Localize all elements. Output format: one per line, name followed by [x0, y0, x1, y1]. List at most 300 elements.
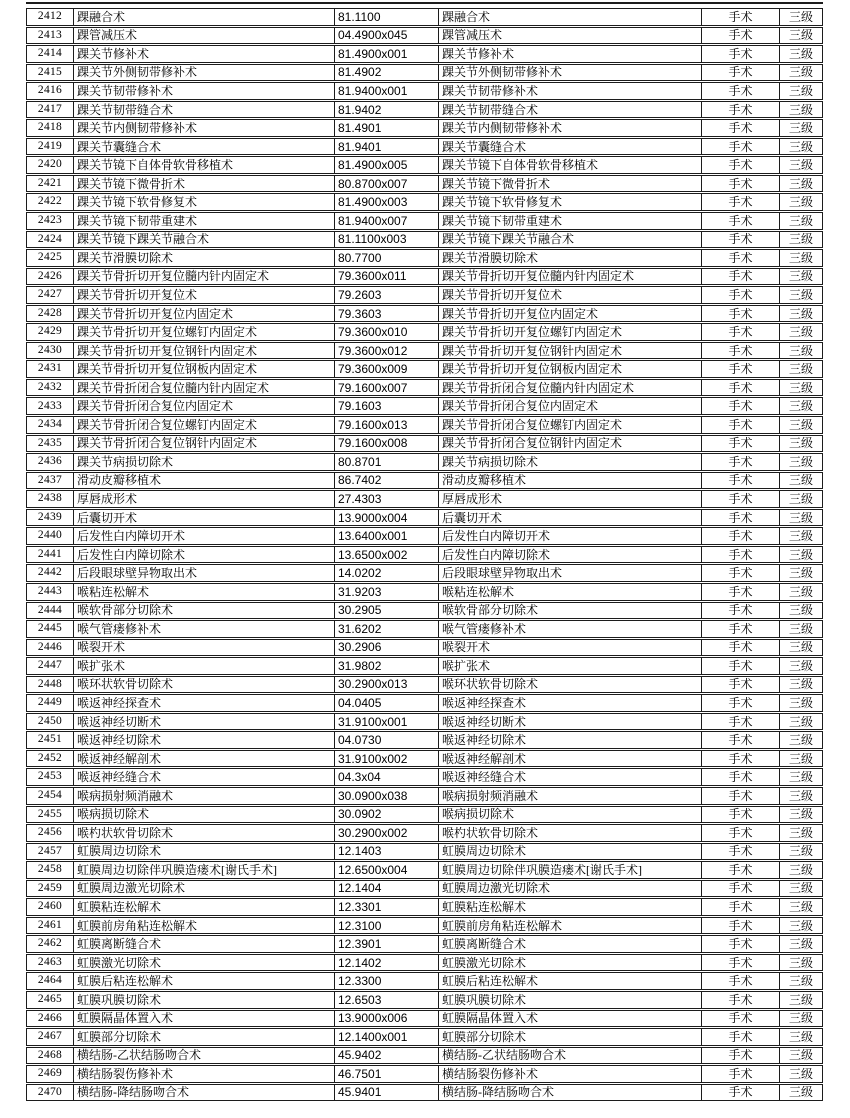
procedure-code-cell: 04.0730 — [334, 732, 438, 748]
row-number-cell: 2422 — [37, 195, 63, 208]
level-cell: 三级 — [779, 491, 822, 507]
procedure-name-repeat-cell: 踝关节镜下韧带重建术 — [438, 213, 701, 229]
row-number-cell: 2443 — [37, 584, 63, 597]
procedure-code-cell: 30.2900x002 — [334, 825, 438, 841]
table-row — [26, 231, 823, 249]
level-cell: 三级 — [779, 677, 822, 693]
procedure-code-cell: 81.1100 — [334, 9, 438, 25]
procedure-name-repeat-cell: 喉气管瘘修补术 — [438, 621, 701, 637]
procedure-name-repeat-cell: 喉返神经切除术 — [438, 732, 701, 748]
procedure-name-cell: 后囊切开术 — [73, 510, 334, 526]
procedure-name-cell: 踝关节骨折闭合复位钢针内固定术 — [73, 436, 334, 452]
table-row — [26, 880, 823, 898]
procedure-code-cell: 79.1600x013 — [334, 417, 438, 433]
category-cell: 手术 — [701, 436, 779, 452]
procedure-code-cell: 04.3x04 — [334, 769, 438, 785]
procedure-name-repeat-cell: 横结肠-降结肠吻合术 — [438, 1085, 701, 1101]
row-number-cell: 2436 — [37, 455, 63, 468]
procedure-name-repeat-cell: 后囊切开术 — [438, 510, 701, 526]
procedure-table — [26, 8, 823, 1102]
category-cell: 手术 — [701, 973, 779, 989]
procedure-name-cell: 踝关节骨折闭合复位髓内针内固定术 — [73, 380, 334, 396]
row-number-cell: 2445 — [37, 622, 63, 635]
procedure-code-cell: 12.6503 — [334, 992, 438, 1008]
row-number-cell: 2415 — [37, 65, 63, 78]
table-row — [26, 1065, 823, 1083]
procedure-name-repeat-cell: 踝关节镜下微骨折术 — [438, 176, 701, 192]
category-cell: 手术 — [701, 250, 779, 266]
row-number-cell: 2419 — [37, 139, 63, 152]
procedure-code-cell: 79.1600x008 — [334, 436, 438, 452]
procedure-name-cell: 喉粘连松解术 — [73, 584, 334, 600]
procedure-name-cell: 虹膜隔晶体置入术 — [73, 1011, 334, 1027]
table-row — [26, 1010, 823, 1028]
table-row — [26, 8, 823, 26]
procedure-code-cell: 79.3600x011 — [334, 269, 438, 285]
level-cell: 三级 — [779, 769, 822, 785]
procedure-name-repeat-cell: 虹膜前房角粘连松解术 — [438, 918, 701, 934]
level-cell: 三级 — [779, 844, 822, 860]
level-cell: 三级 — [779, 417, 822, 433]
procedure-code-cell: 79.1600x007 — [334, 380, 438, 396]
row-number-cell: 2453 — [37, 770, 63, 783]
category-cell: 手术 — [701, 640, 779, 656]
category-cell: 手术 — [701, 695, 779, 711]
procedure-name-cell: 虹膜后粘连松解术 — [73, 973, 334, 989]
category-cell: 手术 — [701, 677, 779, 693]
category-cell: 手术 — [701, 491, 779, 507]
procedure-name-repeat-cell: 喉粘连松解术 — [438, 584, 701, 600]
table-row — [26, 694, 823, 712]
previous-row-bottom-border — [26, 2, 823, 4]
procedure-name-repeat-cell: 踝关节内侧韧带修补术 — [438, 120, 701, 136]
row-number-cell: 2421 — [37, 176, 63, 189]
procedure-code-cell: 81.4901 — [334, 120, 438, 136]
category-cell: 手术 — [701, 565, 779, 581]
procedure-code-cell: 80.8701 — [334, 454, 438, 470]
row-number-cell: 2416 — [37, 84, 63, 97]
procedure-name-cell: 虹膜巩膜切除术 — [73, 992, 334, 1008]
procedure-name-repeat-cell: 踝关节骨折切开复位钢板内固定术 — [438, 361, 701, 377]
level-cell: 三级 — [779, 714, 822, 730]
row-number-cell: 2417 — [37, 102, 63, 115]
row-number-cell: 2458 — [37, 863, 63, 876]
table-row — [26, 527, 823, 545]
level-cell: 三级 — [779, 603, 822, 619]
row-number-cell: 2433 — [37, 399, 63, 412]
row-number-cell: 2461 — [37, 918, 63, 931]
procedure-code-cell: 79.3603 — [334, 306, 438, 322]
procedure-name-cell: 喉病损射频消融术 — [73, 788, 334, 804]
table-row — [26, 657, 823, 675]
category-cell: 手术 — [701, 1011, 779, 1027]
procedure-name-cell: 踝关节镜下微骨折术 — [73, 176, 334, 192]
category-cell: 手术 — [701, 232, 779, 248]
procedure-code-cell: 31.9802 — [334, 658, 438, 674]
procedure-name-repeat-cell: 踝关节骨折切开复位髓内针内固定术 — [438, 269, 701, 285]
table-row — [26, 453, 823, 471]
procedure-name-cell: 踝关节囊缝合术 — [73, 139, 334, 155]
procedure-code-cell: 30.2900x013 — [334, 677, 438, 693]
level-cell: 三级 — [779, 398, 822, 414]
level-cell: 三级 — [779, 918, 822, 934]
procedure-code-cell: 81.1100x003 — [334, 232, 438, 248]
level-cell: 三级 — [779, 213, 822, 229]
procedure-name-repeat-cell: 虹膜粘连松解术 — [438, 899, 701, 915]
row-number-cell: 2439 — [37, 510, 63, 523]
level-cell: 三级 — [779, 751, 822, 767]
procedure-name-cell: 后发性白内障切开术 — [73, 528, 334, 544]
procedure-name-repeat-cell: 踝关节韧带缝合术 — [438, 102, 701, 118]
table-row — [26, 972, 823, 990]
procedure-name-repeat-cell: 喉病损切除术 — [438, 807, 701, 823]
procedure-name-repeat-cell: 虹膜后粘连松解术 — [438, 973, 701, 989]
procedure-code-cell: 81.9400x007 — [334, 213, 438, 229]
row-number-cell: 2430 — [37, 343, 63, 356]
level-cell: 三级 — [779, 621, 822, 637]
category-cell: 手术 — [701, 176, 779, 192]
level-cell: 三级 — [779, 46, 822, 62]
row-number-cell: 2455 — [37, 807, 63, 820]
procedure-code-cell: 12.3100 — [334, 918, 438, 934]
procedure-code-cell: 79.3600x010 — [334, 324, 438, 340]
category-cell: 手术 — [701, 510, 779, 526]
category-cell: 手术 — [701, 380, 779, 396]
row-number-cell: 2438 — [37, 492, 63, 505]
table-row — [26, 342, 823, 360]
procedure-name-cell: 虹膜激光切除术 — [73, 955, 334, 971]
procedure-name-repeat-cell: 踝关节滑膜切除术 — [438, 250, 701, 266]
category-cell: 手术 — [701, 1048, 779, 1064]
category-cell: 手术 — [701, 955, 779, 971]
category-cell: 手术 — [701, 732, 779, 748]
category-cell: 手术 — [701, 1066, 779, 1082]
procedure-code-cell: 81.4900x003 — [334, 194, 438, 210]
level-cell: 三级 — [779, 436, 822, 452]
procedure-name-repeat-cell: 踝关节病损切除术 — [438, 454, 701, 470]
category-cell: 手术 — [701, 361, 779, 377]
level-cell: 三级 — [779, 102, 822, 118]
table-row — [26, 509, 823, 527]
level-cell: 三级 — [779, 788, 822, 804]
category-cell: 手术 — [701, 306, 779, 322]
procedure-name-cell: 踝关节外侧韧带修补术 — [73, 65, 334, 81]
level-cell: 三级 — [779, 380, 822, 396]
table-row — [26, 1028, 823, 1046]
table-row — [26, 397, 823, 415]
table-row — [26, 768, 823, 786]
table-row — [26, 268, 823, 286]
level-cell: 三级 — [779, 120, 822, 136]
procedure-code-cell: 31.9100x002 — [334, 751, 438, 767]
procedure-name-repeat-cell: 踝管减压术 — [438, 28, 701, 44]
procedure-code-cell: 12.3300 — [334, 973, 438, 989]
row-number-cell: 2420 — [37, 158, 63, 171]
category-cell: 手术 — [701, 287, 779, 303]
table-row — [26, 193, 823, 211]
procedure-name-cell: 踝关节骨折切开复位钢板内固定术 — [73, 361, 334, 377]
level-cell: 三级 — [779, 640, 822, 656]
category-cell: 手术 — [701, 584, 779, 600]
row-number-cell: 2413 — [37, 28, 63, 41]
table-row — [26, 286, 823, 304]
row-number-cell: 2427 — [37, 288, 63, 301]
level-cell: 三级 — [779, 194, 822, 210]
procedure-name-cell: 踝关节韧带缝合术 — [73, 102, 334, 118]
row-number-cell: 2457 — [37, 844, 63, 857]
procedure-name-cell: 踝关节骨折切开复位髓内针内固定术 — [73, 269, 334, 285]
procedure-name-cell: 踝关节滑膜切除术 — [73, 250, 334, 266]
table-row — [26, 861, 823, 879]
procedure-name-cell: 踝关节骨折切开复位螺钉内固定术 — [73, 324, 334, 340]
procedure-name-cell: 踝融合术 — [73, 9, 334, 25]
row-number-cell: 2448 — [37, 677, 63, 690]
category-cell: 手术 — [701, 769, 779, 785]
level-cell: 三级 — [779, 658, 822, 674]
table-row — [26, 991, 823, 1009]
procedure-name-cell: 踝关节骨折闭合复位内固定术 — [73, 398, 334, 414]
procedure-code-cell: 45.9402 — [334, 1048, 438, 1064]
level-cell: 三级 — [779, 992, 822, 1008]
level-cell: 三级 — [779, 343, 822, 359]
category-cell: 手术 — [701, 621, 779, 637]
table-row — [26, 806, 823, 824]
procedure-name-repeat-cell: 喉返神经探查术 — [438, 695, 701, 711]
table-row — [26, 602, 823, 620]
procedure-code-cell: 13.9000x004 — [334, 510, 438, 526]
procedure-name-cell: 喉返神经切断术 — [73, 714, 334, 730]
procedure-name-repeat-cell: 踝关节骨折切开复位术 — [438, 287, 701, 303]
table-row — [26, 1047, 823, 1065]
category-cell: 手术 — [701, 83, 779, 99]
row-number-cell: 2456 — [37, 826, 63, 839]
row-number-cell: 2412 — [37, 10, 63, 23]
procedure-name-repeat-cell: 后发性白内障切除术 — [438, 547, 701, 563]
procedure-name-repeat-cell: 虹膜部分切除术 — [438, 1029, 701, 1045]
level-cell: 三级 — [779, 454, 822, 470]
row-number-cell: 2432 — [37, 380, 63, 393]
procedure-name-cell: 喉返神经切除术 — [73, 732, 334, 748]
procedure-code-cell: 80.8700x007 — [334, 176, 438, 192]
level-cell: 三级 — [779, 250, 822, 266]
level-cell: 三级 — [779, 269, 822, 285]
row-number-cell: 2428 — [37, 306, 63, 319]
category-cell: 手术 — [701, 139, 779, 155]
level-cell: 三级 — [779, 1029, 822, 1045]
table-row — [26, 175, 823, 193]
procedure-code-cell: 31.9100x001 — [334, 714, 438, 730]
procedure-name-cell: 踝关节修补术 — [73, 46, 334, 62]
category-cell: 手术 — [701, 918, 779, 934]
table-row — [26, 935, 823, 953]
procedure-code-cell: 04.0405 — [334, 695, 438, 711]
category-cell: 手术 — [701, 1029, 779, 1045]
procedure-name-repeat-cell: 横结肠裂伤修补术 — [438, 1066, 701, 1082]
level-cell: 三级 — [779, 1085, 822, 1101]
procedure-name-repeat-cell: 踝关节骨折闭合复位钢针内固定术 — [438, 436, 701, 452]
category-cell: 手术 — [701, 807, 779, 823]
procedure-code-cell: 04.4900x045 — [334, 28, 438, 44]
category-cell: 手术 — [701, 603, 779, 619]
category-cell: 手术 — [701, 343, 779, 359]
table-row — [26, 843, 823, 861]
procedure-code-cell: 12.1402 — [334, 955, 438, 971]
row-number-cell: 2431 — [37, 362, 63, 375]
category-cell: 手术 — [701, 658, 779, 674]
row-number-cell: 2469 — [37, 1067, 63, 1080]
category-cell: 手术 — [701, 213, 779, 229]
table-row — [26, 731, 823, 749]
level-cell: 三级 — [779, 306, 822, 322]
procedure-name-repeat-cell: 踝关节韧带修补术 — [438, 83, 701, 99]
level-cell: 三级 — [779, 232, 822, 248]
table-row — [26, 119, 823, 137]
table-row — [26, 546, 823, 564]
category-cell: 手术 — [701, 269, 779, 285]
category-cell: 手术 — [701, 899, 779, 915]
procedure-name-repeat-cell: 踝关节修补术 — [438, 46, 701, 62]
procedure-name-repeat-cell: 喉返神经缝合术 — [438, 769, 701, 785]
procedure-name-cell: 虹膜周边切除术 — [73, 844, 334, 860]
table-row — [26, 379, 823, 397]
procedure-code-cell: 79.2603 — [334, 287, 438, 303]
procedure-name-repeat-cell: 喉返神经解剖术 — [438, 751, 701, 767]
procedure-name-cell: 虹膜粘连松解术 — [73, 899, 334, 915]
table-row — [26, 620, 823, 638]
procedure-code-cell: 27.4303 — [334, 491, 438, 507]
procedure-name-cell: 喉返神经探查术 — [73, 695, 334, 711]
procedure-name-cell: 踝关节韧带修补术 — [73, 83, 334, 99]
level-cell: 三级 — [779, 881, 822, 897]
procedure-name-repeat-cell: 虹膜隔晶体置入术 — [438, 1011, 701, 1027]
level-cell: 三级 — [779, 732, 822, 748]
table-row — [26, 583, 823, 601]
procedure-name-cell: 踝关节内侧韧带修补术 — [73, 120, 334, 136]
procedure-name-repeat-cell: 踝关节镜下软骨修复术 — [438, 194, 701, 210]
table-row — [26, 713, 823, 731]
procedure-code-cell: 81.4902 — [334, 65, 438, 81]
table-row — [26, 249, 823, 267]
procedure-code-cell: 30.2905 — [334, 603, 438, 619]
level-cell: 三级 — [779, 862, 822, 878]
row-number-cell: 2464 — [37, 974, 63, 987]
table-row — [26, 435, 823, 453]
procedure-name-cell: 踝关节镜下自体骨软骨移植术 — [73, 157, 334, 173]
procedure-name-repeat-cell: 虹膜巩膜切除术 — [438, 992, 701, 1008]
procedure-code-cell: 81.9400x001 — [334, 83, 438, 99]
row-number-cell: 2423 — [37, 214, 63, 227]
procedure-code-cell: 12.1403 — [334, 844, 438, 860]
category-cell: 手术 — [701, 547, 779, 563]
category-cell: 手术 — [701, 65, 779, 81]
category-cell: 手术 — [701, 992, 779, 1008]
level-cell: 三级 — [779, 324, 822, 340]
table-row — [26, 472, 823, 490]
table-row — [26, 824, 823, 842]
procedure-name-repeat-cell: 踝关节外侧韧带修补术 — [438, 65, 701, 81]
procedure-code-cell: 81.4900x001 — [334, 46, 438, 62]
procedure-code-cell: 79.1603 — [334, 398, 438, 414]
table-row — [26, 750, 823, 768]
row-number-cell: 2437 — [37, 473, 63, 486]
row-number-cell: 2451 — [37, 733, 63, 746]
procedure-name-cell: 横结肠-降结肠吻合术 — [73, 1085, 334, 1101]
category-cell: 手术 — [701, 120, 779, 136]
category-cell: 手术 — [701, 881, 779, 897]
procedure-code-cell: 13.6400x001 — [334, 528, 438, 544]
procedure-name-repeat-cell: 踝关节镜下踝关节融合术 — [438, 232, 701, 248]
procedure-code-cell: 86.7402 — [334, 473, 438, 489]
procedure-name-cell: 踝关节病损切除术 — [73, 454, 334, 470]
procedure-name-cell: 后发性白内障切除术 — [73, 547, 334, 563]
procedure-name-cell: 喉环状软骨切除术 — [73, 677, 334, 693]
level-cell: 三级 — [779, 9, 822, 25]
procedure-code-cell: 81.4900x005 — [334, 157, 438, 173]
row-number-cell: 2468 — [37, 1048, 63, 1061]
procedure-name-cell: 横结肠-乙状结肠吻合术 — [73, 1048, 334, 1064]
row-number-cell: 2434 — [37, 418, 63, 431]
procedure-name-cell: 喉扩张术 — [73, 658, 334, 674]
category-cell: 手术 — [701, 417, 779, 433]
procedure-code-cell: 31.9203 — [334, 584, 438, 600]
level-cell: 三级 — [779, 139, 822, 155]
row-number-cell: 2466 — [37, 1011, 63, 1024]
procedure-name-cell: 喉气管瘘修补术 — [73, 621, 334, 637]
procedure-code-cell: 12.1404 — [334, 881, 438, 897]
procedure-name-cell: 踝关节镜下软骨修复术 — [73, 194, 334, 210]
category-cell: 手术 — [701, 324, 779, 340]
table-row — [26, 156, 823, 174]
procedure-name-repeat-cell: 喉扩张术 — [438, 658, 701, 674]
procedure-name-repeat-cell: 喉返神经切断术 — [438, 714, 701, 730]
procedure-name-repeat-cell: 踝关节骨折切开复位内固定术 — [438, 306, 701, 322]
row-number-cell: 2447 — [37, 659, 63, 672]
procedure-name-repeat-cell: 厚唇成形术 — [438, 491, 701, 507]
procedure-name-cell: 喉裂开术 — [73, 640, 334, 656]
table-row — [26, 305, 823, 323]
level-cell: 三级 — [779, 65, 822, 81]
procedure-name-cell: 踝关节骨折切开复位钢针内固定术 — [73, 343, 334, 359]
row-number-cell: 2441 — [37, 547, 63, 560]
row-number-cell: 2425 — [37, 251, 63, 264]
procedure-name-cell: 踝关节骨折闭合复位螺钉内固定术 — [73, 417, 334, 433]
table-row — [26, 27, 823, 45]
row-number-cell: 2444 — [37, 603, 63, 616]
category-cell: 手术 — [701, 194, 779, 210]
level-cell: 三级 — [779, 955, 822, 971]
level-cell: 三级 — [779, 584, 822, 600]
procedure-code-cell: 30.0902 — [334, 807, 438, 823]
procedure-code-cell: 30.0900x038 — [334, 788, 438, 804]
level-cell: 三级 — [779, 695, 822, 711]
procedure-name-cell: 滑动皮瓣移植术 — [73, 473, 334, 489]
level-cell: 三级 — [779, 1066, 822, 1082]
procedure-name-repeat-cell: 踝关节骨折切开复位钢针内固定术 — [438, 343, 701, 359]
procedure-name-repeat-cell: 喉软骨部分切除术 — [438, 603, 701, 619]
procedure-code-cell: 13.9000x006 — [334, 1011, 438, 1027]
row-number-cell: 2454 — [37, 788, 63, 801]
procedure-code-cell: 81.9401 — [334, 139, 438, 155]
procedure-name-cell: 横结肠裂伤修补术 — [73, 1066, 334, 1082]
procedure-name-repeat-cell: 滑动皮瓣移植术 — [438, 473, 701, 489]
procedure-name-cell: 喉病损切除术 — [73, 807, 334, 823]
row-number-cell: 2440 — [37, 529, 63, 542]
level-cell: 三级 — [779, 157, 822, 173]
procedure-name-repeat-cell: 喉病损射频消融术 — [438, 788, 701, 804]
level-cell: 三级 — [779, 973, 822, 989]
procedure-name-repeat-cell: 后段眼球壁异物取出术 — [438, 565, 701, 581]
procedure-name-repeat-cell: 踝关节镜下自体骨软骨移植术 — [438, 157, 701, 173]
